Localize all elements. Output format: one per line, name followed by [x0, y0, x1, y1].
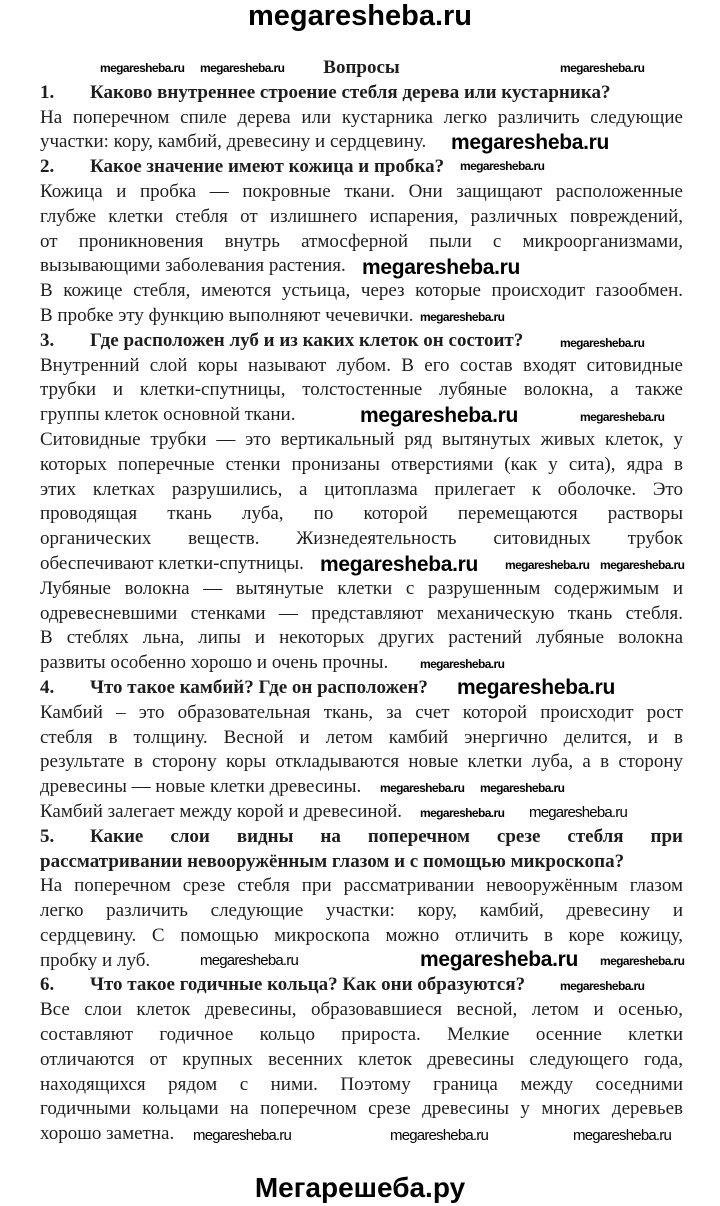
question-number: 3.: [40, 329, 55, 351]
answer-line: обеспечивают клетки-спутницы.: [40, 552, 304, 574]
question-heading: [40, 155, 683, 180]
answer-line: одревесневшими стенками — представляют механическую ткань стебля.: [40, 602, 683, 624]
footer-watermark: Мегарешеба.ру: [254, 1172, 466, 1203]
watermark: megaresheba.ru: [460, 159, 545, 173]
question-number: 6.: [40, 974, 55, 996]
watermark: megaresheba.ru: [362, 256, 521, 279]
watermark: megaresheba.ru: [193, 1127, 292, 1144]
question-text: Где расположен луб и из каких клеток он состоит?: [90, 329, 524, 351]
answer-line: органических веществ. Жизнедеятельность ситовидных трубок: [40, 528, 683, 550]
watermark: megaresheba.ru: [420, 948, 579, 971]
answer-line: В стеблях льна, липы и некоторых других растений лубяные волокна: [40, 627, 683, 649]
answer-line: группы клеток основной ткани.: [40, 404, 296, 426]
answer-line: легко различить следующие участки: кору, камбий, древесину и: [40, 900, 683, 922]
watermark: megaresheba.ru: [600, 558, 685, 572]
watermark: megaresheba.ru: [600, 954, 685, 968]
answer-line: Камбий – это образовательная ткань, за счет которой происходит рост: [40, 701, 683, 723]
watermark: megaresheba.ru: [390, 1127, 489, 1144]
section-title: Вопросы: [323, 57, 400, 78]
header-watermark: megaresheba.ru: [247, 0, 473, 32]
answer-line: годичными кольцами на поперечном срезе древесины у многих деревьев: [40, 1098, 683, 1120]
answer-line: вызывающими заболевания растения.: [40, 255, 346, 277]
watermark: megaresheba.ru: [200, 61, 285, 75]
answer-line: древесины — новые клетки древесины.: [40, 776, 362, 798]
watermark: megaresheba.ru: [505, 558, 590, 572]
watermark: megaresheba.ru: [360, 404, 519, 427]
watermark: megaresheba.ru: [560, 61, 645, 75]
question-heading: [40, 81, 683, 106]
answer-line: На поперечном срезе стебля при рассматривании невооружённым глазом: [40, 875, 683, 897]
question-number: 2.: [40, 156, 55, 178]
answer-line: участки: кору, камбий, древесину и сердцевину.: [40, 131, 427, 153]
question-text: рассматривании невооружённым глазом и с помощью микроскопа?: [40, 850, 625, 872]
answer-line: Кожица и пробка — покровные ткани. Они защищают расположенные: [40, 180, 683, 202]
question-number: 4.: [40, 676, 55, 698]
answer-line: пробку и луб.: [40, 949, 151, 971]
watermark: megaresheba.ru: [457, 676, 616, 699]
watermark: megaresheba.ru: [451, 131, 610, 154]
watermark: megaresheba.ru: [420, 806, 505, 820]
answer-line: которых поперечные стенки пронизаны отверстиями (как у сита), ядра в: [40, 453, 683, 475]
answer-line: результате в сторону коры откладываются новые клетки луба, а в сторону: [40, 751, 683, 773]
answer-line: Внутренний слой коры называют лубом. В его состав входят ситовидные: [40, 354, 683, 376]
question-heading: [40, 825, 683, 850]
watermark: megaresheba.ru: [200, 952, 299, 969]
answer-line: хорошо заметна.: [40, 1123, 175, 1145]
answer-line: Камбий залегает между корой и древесиной.: [40, 800, 403, 822]
watermark: megaresheba.ru: [529, 804, 628, 821]
watermark: megaresheba.ru: [320, 553, 479, 576]
answer-line: от проникновения внутрь атмосферной пыли с микроорганизмами,: [40, 230, 683, 252]
answer-line: Лубяные волокна — вытянутые клетки с разрушенным содержимым и: [40, 577, 683, 599]
answer-line: развиты особенно хорошо и очень прочны.: [40, 652, 389, 674]
watermark: megaresheba.ru: [480, 781, 565, 795]
answer-line: На поперечном спиле дерева или кустарника легко различить следующие: [40, 106, 683, 128]
question-text: Какое значение имеют кожица и пробка?: [90, 156, 445, 178]
watermark: megaresheba.ru: [560, 336, 645, 350]
answer-line: составляют годичное кольцо прироста. Мелкие осенние клетки: [40, 1024, 683, 1046]
answer-line: сердцевину. С помощью микроскопа можно отличить в коре кожицу,: [40, 924, 683, 946]
question-text: Что такое камбий? Где он расположен?: [90, 676, 428, 698]
answer-line: находящихся рядом с ними. Поэтому граница между соседними: [40, 1073, 683, 1095]
question-text: Какие слои видны на поперечном срезе стебля при: [90, 825, 683, 847]
watermark: megaresheba.ru: [420, 310, 505, 324]
answer-line: проводящая ткань луба, по которой перемещаются растворы: [40, 503, 683, 525]
answer-line: отличаются от крупных весенних клеток древесины следующего года,: [40, 1048, 683, 1070]
watermark: megaresheba.ru: [380, 781, 465, 795]
watermark: megaresheba.ru: [100, 61, 185, 75]
answer-line: Ситовидные трубки — это вертикальный ряд вытянутых живых клеток, у: [40, 428, 683, 450]
watermark: megaresheba.ru: [580, 410, 665, 424]
watermark: megaresheba.ru: [560, 979, 645, 993]
answer-line: В пробке эту функцию выполняют чечевички.: [40, 304, 414, 326]
answer-line: глубже клетки стебля от излишнего испарения, различных повреждений,: [40, 205, 683, 227]
answer-line: В кожице стебля, имеются устьица, через которые происходит газообмен.: [40, 280, 683, 302]
watermark: megaresheba.ru: [420, 657, 505, 671]
answer-line: этих клетках разрушились, а цитоплазма прилегает к оболочке. Это: [40, 478, 683, 500]
question-number: 5.: [40, 825, 55, 847]
answer-line: стебля в толщину. Весной и летом камбий энергично делится, и в: [40, 726, 683, 748]
watermark: megaresheba.ru: [573, 1127, 672, 1144]
answer-line: Все слои клеток древесины, образовавшиеся весной, летом и осенью,: [40, 999, 683, 1021]
question-text: Каково внутреннее строение стебля дерева или кустарника?: [90, 81, 611, 103]
question-number: 1.: [40, 81, 55, 103]
answer-line: трубки и клетки-спутницы, толстостенные лубяные волокна, а также: [40, 379, 683, 401]
question-text: Что такое годичные кольца? Как они образуются?: [90, 974, 526, 996]
